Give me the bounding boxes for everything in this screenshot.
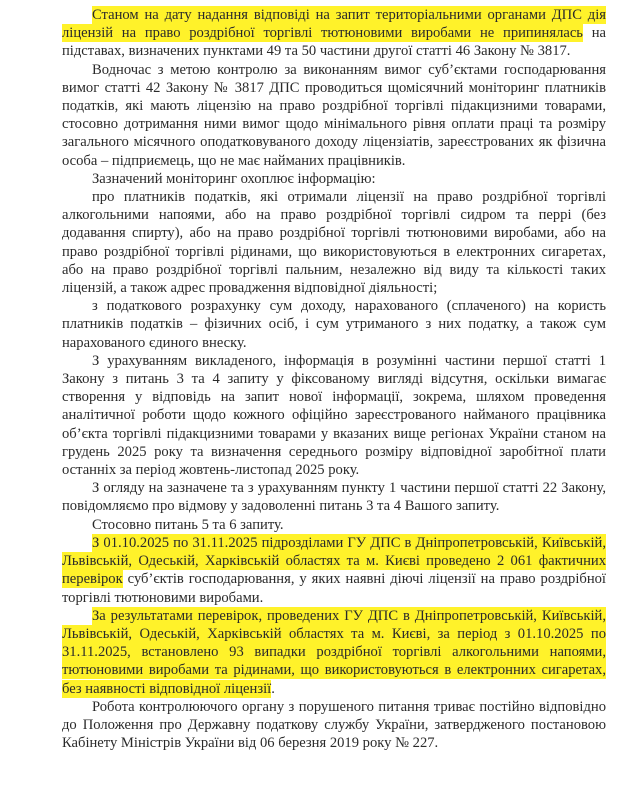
paragraph-text: Зазначений моніторинг охоплює інформацію:: [92, 170, 376, 187]
paragraph-text: Робота контролюючого органу з порушеного питання триває постійно відповідно до Положення про Державну податкову службу України, затвердженого постановою Кабінету Міністрів України від 06 березня 2019 року № 227.: [62, 698, 606, 752]
highlighted-text: Станом на дату надання відповіді на запит територіальними органами ДПС дія ліцензій на право роздрібної торгівлі тютюновими виробами не припинялась: [62, 7, 606, 42]
paragraph-text: .: [271, 680, 275, 697]
paragraph-license-status: [62, 6, 606, 61]
paragraph-text: суб’єктів господарювання, у яких наявні діючі ліцензії на право роздрібної торгівлі тютюновими виробами.: [62, 571, 606, 606]
paragraph-text: З урахуванням викладеного, інформація в розумінні частини першої статті 1 Закону з питань 3 та 4 запиту у фіксованому вигляді відсутня, оскільки вимагає створення у відповідь на запит нової інформації, зокрема, шляхом проведення аналітичної роботи щодо кожного офіційно зареєстрованого найманого працівника об’єкта торгівлі підакцизними товарами у вказаних вище регіонах України станом на грудень 2025 року та визначення середнього розміру відповідної заробітної плати останніх за період жовтень-листопад 2025 року.: [62, 352, 606, 479]
paragraph-inspection-results: [62, 607, 606, 698]
paragraph-text: Стосовно питань 5 та 6 запиту.: [92, 516, 284, 533]
paragraph-tax-calculation: [62, 297, 606, 352]
paragraph-text: З огляду на зазначене та з урахуванням пункту 1 частини першої статті 22 Закону, повідомляємо про відмову у задоволенні питань 3 та 4 Вашого запиту.: [62, 480, 606, 515]
highlighted-text: З 01.10.2025 по 31.11.2025 підрозділами ГУ ДПС в Дніпропетровській, Київській, Львівській, Одеській, Харківській областях та м. Києві проведено 2 061 фактичних перевірок: [62, 534, 606, 588]
paragraph-taxpayers-licenses: [62, 188, 606, 297]
paragraph-text: про платників податків, які отримали ліцензії на право роздрібної торгівлі алкогольними напоями, або на право роздрібної торгівлі сидром та перрі (без додавання спирту), або на право роздрібної торгівлі тютюновими виробами, або на право роздрібної торгівлі рідинами, що використовуються в електронних сигаретах, або на право роздрібної торгівлі пальним, незалежно від виду та кількості таких ліцензій, а також адрес провадження відповідної діяльності;: [62, 189, 606, 297]
paragraph-monitoring-scope: [62, 170, 606, 188]
paragraph-text: Водночас з метою контролю за виконанням вимог суб’єктами господарювання вимог статті 42 Закону № 3817 ДПС проводиться щомісячний моніторинг платників податків, які мають ліцензію на право роздрібної торгівлі підакцизними товарами, стосовно дотримання ними вимог щодо мінімального рівня оплати праці та розміру загального місячного оподатковуваного доходу ліцензіатів, зареєстрованих як фізична особа – підприємець, що не має найманих працівників.: [62, 61, 606, 169]
paragraph-questions-5-6: [62, 516, 606, 534]
paragraph-ongoing-work: [62, 698, 606, 753]
paragraph-refusal: [62, 479, 606, 515]
paragraph-information-absent: [62, 352, 606, 479]
paragraph-text: на підставах, визначених пунктами 49 та 50 частини другої статті 46 Закону № 3817.: [62, 25, 606, 60]
paragraph-text: з податкового розрахунку сум доходу, нарахованого (сплаченого) на користь платників податків – фізичних осіб, і сум утриманого з них податку, а також сум нарахованого єдиного внеску.: [62, 298, 606, 351]
document-page: [62, 6, 606, 752]
highlighted-text: За результатами перевірок, проведених ГУ ДПС в Дніпропетровській, Київській, Львівській, Одеській, Харківській областях та м. Києві, за період з 01.10.2025 по 31.11.2025, встановлено 93 випадки роздрібної торгівлі алкогольними напоями, тютюновими виробами та рідинами, що використовуються в електронних сигаретах, без наявності відповідної ліцензії: [62, 607, 606, 697]
paragraph-inspections-count: [62, 534, 606, 607]
paragraph-monitoring: [62, 61, 606, 170]
